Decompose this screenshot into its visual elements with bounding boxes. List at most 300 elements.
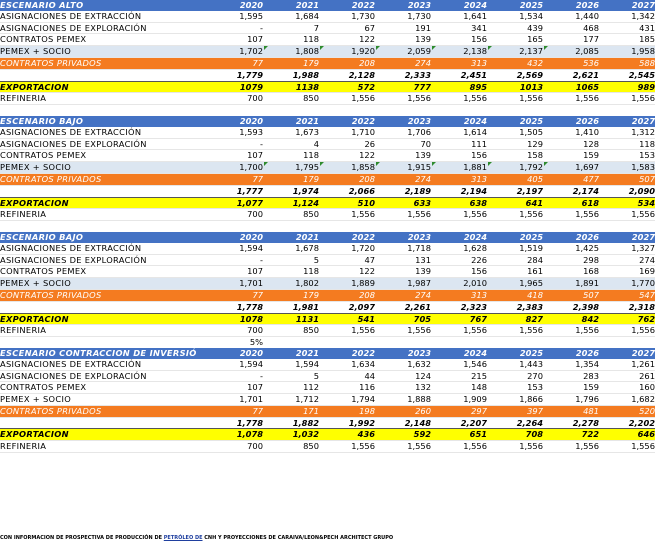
value-cell[interactable]: 481 — [543, 405, 599, 417]
value-cell[interactable]: 208 — [319, 289, 375, 301]
value-cell[interactable]: 156 — [431, 34, 487, 46]
row-label[interactable]: PEMEX + SOCIO — [0, 46, 207, 58]
scenario-title[interactable]: ESCENARIO ALTO — [0, 0, 207, 11]
value-cell[interactable]: 592 — [375, 429, 431, 441]
value-cell[interactable]: 2,197 — [487, 185, 543, 197]
value-cell[interactable]: 2,189 — [375, 185, 431, 197]
value-cell[interactable]: 850 — [263, 325, 319, 337]
value-cell[interactable]: 283 — [543, 370, 599, 382]
value-cell[interactable]: 1,261 — [599, 359, 655, 370]
value-cell[interactable]: 1,614 — [431, 127, 487, 138]
value-cell[interactable]: 1,915 — [375, 162, 431, 174]
value-cell[interactable]: 2,333 — [375, 69, 431, 81]
row-label[interactable]: REFINERIA — [0, 441, 207, 453]
value-cell[interactable]: 1,556 — [543, 93, 599, 105]
value-cell[interactable]: 118 — [263, 266, 319, 278]
value-cell[interactable]: - — [207, 370, 263, 382]
value-cell[interactable]: 1,701 — [207, 394, 263, 406]
value-cell[interactable]: 139 — [375, 266, 431, 278]
year-header[interactable]: 2021 — [263, 116, 319, 127]
value-cell[interactable]: 767 — [431, 313, 487, 325]
value-cell[interactable]: 1,594 — [263, 359, 319, 370]
year-header[interactable]: 2024 — [431, 232, 487, 243]
value-cell[interactable]: 1,796 — [543, 394, 599, 406]
value-cell[interactable]: 1,556 — [431, 209, 487, 221]
value-cell[interactable]: 122 — [319, 150, 375, 162]
year-header[interactable]: 2024 — [431, 0, 487, 11]
value-cell[interactable]: 298 — [543, 254, 599, 266]
value-cell[interactable]: 1,556 — [487, 93, 543, 105]
year-header[interactable]: 2025 — [487, 232, 543, 243]
value-cell[interactable]: 1,556 — [375, 93, 431, 105]
row-label[interactable] — [0, 185, 207, 197]
value-cell[interactable]: 1079 — [207, 81, 263, 93]
value-cell[interactable]: 274 — [375, 173, 431, 185]
value-cell[interactable]: 651 — [431, 429, 487, 441]
value-cell[interactable]: 122 — [319, 266, 375, 278]
value-cell[interactable]: 1,556 — [599, 93, 655, 105]
value-cell[interactable]: 1,556 — [319, 93, 375, 105]
value-cell[interactable]: 1,981 — [263, 301, 319, 313]
row-label[interactable]: CONTRATOS PRIVADOS — [0, 405, 207, 417]
value-cell[interactable]: - — [207, 254, 263, 266]
value-cell[interactable]: 2,097 — [319, 301, 375, 313]
year-header[interactable]: 2021 — [263, 348, 319, 359]
value-cell[interactable]: 132 — [375, 382, 431, 394]
value-cell[interactable]: 284 — [487, 254, 543, 266]
value-cell[interactable]: 1,032 — [263, 429, 319, 441]
value-cell[interactable]: 2,451 — [431, 69, 487, 81]
value-cell[interactable]: 1,888 — [375, 394, 431, 406]
value-cell[interactable]: 1,519 — [487, 243, 543, 254]
value-cell[interactable]: 700 — [207, 93, 263, 105]
value-cell[interactable]: 1,641 — [431, 11, 487, 22]
value-cell[interactable]: 1,770 — [599, 278, 655, 290]
value-cell[interactable]: 1,534 — [487, 11, 543, 22]
value-cell[interactable]: 153 — [487, 382, 543, 394]
value-cell[interactable]: - — [207, 22, 263, 34]
value-cell[interactable]: 708 — [487, 429, 543, 441]
value-cell[interactable]: 1,632 — [375, 359, 431, 370]
row-label[interactable]: CONTRATOS PRIVADOS — [0, 289, 207, 301]
value-cell[interactable]: 2,318 — [599, 301, 655, 313]
value-cell[interactable]: 1,594 — [207, 359, 263, 370]
value-cell[interactable]: 26 — [319, 138, 375, 150]
year-header[interactable]: 2022 — [319, 232, 375, 243]
value-cell[interactable]: 118 — [263, 34, 319, 46]
value-cell[interactable]: 47 — [319, 254, 375, 266]
value-cell[interactable]: 2,148 — [375, 417, 431, 429]
value-cell[interactable]: 1,712 — [263, 394, 319, 406]
value-cell[interactable]: 536 — [543, 57, 599, 69]
row-label[interactable]: CONTRATOS PRIVADOS — [0, 57, 207, 69]
value-cell[interactable]: 1,678 — [263, 243, 319, 254]
value-cell[interactable]: 185 — [599, 34, 655, 46]
value-cell[interactable]: 2,128 — [319, 69, 375, 81]
value-cell[interactable]: 2,202 — [599, 417, 655, 429]
year-header[interactable]: 2025 — [487, 116, 543, 127]
value-cell[interactable]: 107 — [207, 382, 263, 394]
scenario-title[interactable]: ESCENARIO CONTRACCION DE INVERSIÓ — [0, 348, 207, 359]
value-cell[interactable]: 274 — [599, 254, 655, 266]
value-cell[interactable]: 2,207 — [431, 417, 487, 429]
year-header[interactable]: 2020 — [207, 348, 263, 359]
value-cell[interactable]: 1,078 — [207, 429, 263, 441]
value-cell[interactable]: 1,546 — [431, 359, 487, 370]
value-cell[interactable]: 1,342 — [599, 11, 655, 22]
row-label[interactable]: REFINERIA — [0, 93, 207, 105]
row-label[interactable]: ASIGNACIONES DE EXTRACCIÓN — [0, 359, 207, 370]
value-cell[interactable]: 1,556 — [599, 209, 655, 221]
value-cell[interactable]: 128 — [543, 138, 599, 150]
value-cell[interactable]: 169 — [599, 266, 655, 278]
value-cell[interactable]: 1,556 — [319, 325, 375, 337]
row-label[interactable]: CONTRATOS PEMEX — [0, 34, 207, 46]
row-label[interactable]: ASIGNACIONES DE EXPLORACIÓN — [0, 138, 207, 150]
value-cell[interactable]: 107 — [207, 34, 263, 46]
value-cell[interactable]: 588 — [599, 57, 655, 69]
value-cell[interactable]: 1,697 — [543, 162, 599, 174]
year-header[interactable]: 2026 — [543, 232, 599, 243]
value-cell[interactable]: 70 — [375, 138, 431, 150]
row-label[interactable]: ASIGNACIONES DE EXPLORACIÓN — [0, 370, 207, 382]
value-cell[interactable]: 1,583 — [599, 162, 655, 174]
value-cell[interactable]: 4 — [263, 138, 319, 150]
value-cell[interactable]: 118 — [263, 150, 319, 162]
year-header[interactable]: 2022 — [319, 116, 375, 127]
value-cell[interactable]: 850 — [263, 209, 319, 221]
value-cell[interactable]: 107 — [207, 150, 263, 162]
value-cell[interactable]: 156 — [431, 266, 487, 278]
value-cell[interactable]: 405 — [487, 173, 543, 185]
value-cell[interactable]: 1,556 — [487, 441, 543, 453]
value-cell[interactable]: 2,137 — [487, 46, 543, 58]
value-cell[interactable]: 850 — [263, 441, 319, 453]
value-cell[interactable]: 1,628 — [431, 243, 487, 254]
value-cell[interactable]: 1,556 — [375, 209, 431, 221]
value-cell[interactable]: 1,673 — [263, 127, 319, 138]
value-cell[interactable]: 618 — [543, 197, 599, 209]
value-cell[interactable]: 418 — [487, 289, 543, 301]
year-header[interactable]: 2021 — [263, 232, 319, 243]
row-label[interactable] — [0, 417, 207, 429]
row-label[interactable]: ASIGNACIONES DE EXTRACCIÓN — [0, 127, 207, 138]
value-cell[interactable]: 179 — [263, 173, 319, 185]
value-cell[interactable]: 44 — [319, 370, 375, 382]
value-cell[interactable]: 1,987 — [375, 278, 431, 290]
year-header[interactable]: 2024 — [431, 348, 487, 359]
value-cell[interactable]: 547 — [599, 289, 655, 301]
year-header[interactable]: 2024 — [431, 116, 487, 127]
value-cell[interactable]: 572 — [319, 81, 375, 93]
row-label[interactable]: REFINERIA — [0, 325, 207, 337]
value-cell[interactable]: 1,556 — [431, 93, 487, 105]
year-header[interactable]: 2020 — [207, 116, 263, 127]
value-cell[interactable]: 2,010 — [431, 278, 487, 290]
value-cell[interactable]: 1,802 — [263, 278, 319, 290]
year-header[interactable]: 2026 — [543, 348, 599, 359]
value-cell[interactable]: 1,443 — [487, 359, 543, 370]
value-cell[interactable]: 1,327 — [599, 243, 655, 254]
value-cell[interactable]: 139 — [375, 34, 431, 46]
value-cell[interactable]: 1,556 — [375, 325, 431, 337]
row-label[interactable]: CONTRATOS PEMEX — [0, 266, 207, 278]
value-cell[interactable]: 638 — [431, 197, 487, 209]
value-cell[interactable]: 1,354 — [543, 359, 599, 370]
value-cell[interactable]: 1,556 — [319, 441, 375, 453]
year-header[interactable]: 2023 — [375, 232, 431, 243]
value-cell[interactable]: 1,891 — [543, 278, 599, 290]
value-cell[interactable]: 77 — [207, 173, 263, 185]
value-cell[interactable]: 1,778 — [207, 417, 263, 429]
value-cell[interactable]: 198 — [319, 405, 375, 417]
value-cell[interactable]: 1,882 — [263, 417, 319, 429]
value-cell[interactable]: 116 — [319, 382, 375, 394]
scenario-title[interactable]: ESCENARIO BAJO — [0, 116, 207, 127]
value-cell[interactable]: 1,556 — [543, 209, 599, 221]
value-cell[interactable]: 274 — [375, 289, 431, 301]
value-cell[interactable]: 989 — [599, 81, 655, 93]
value-cell[interactable]: 297 — [431, 405, 487, 417]
value-cell[interactable]: 397 — [487, 405, 543, 417]
value-cell[interactable]: 159 — [543, 382, 599, 394]
row-label[interactable]: EXPORTACION — [0, 429, 207, 441]
value-cell[interactable]: 313 — [431, 57, 487, 69]
value-cell[interactable]: 1,792 — [487, 162, 543, 174]
value-cell[interactable]: 1131 — [263, 313, 319, 325]
row-label[interactable]: ASIGNACIONES DE EXTRACCIÓN — [0, 243, 207, 254]
value-cell[interactable]: 1,794 — [319, 394, 375, 406]
value-cell[interactable]: 107 — [207, 266, 263, 278]
value-cell[interactable]: 1,920 — [319, 46, 375, 58]
row-label[interactable]: REFINERIA — [0, 209, 207, 221]
value-cell[interactable]: 1,556 — [543, 441, 599, 453]
value-cell[interactable]: 1,730 — [319, 11, 375, 22]
value-cell[interactable]: 191 — [375, 22, 431, 34]
value-cell[interactable]: 507 — [599, 173, 655, 185]
value-cell[interactable]: 1,974 — [263, 185, 319, 197]
value-cell[interactable]: 171 — [263, 405, 319, 417]
value-cell[interactable]: 165 — [487, 34, 543, 46]
value-cell[interactable]: 1,682 — [599, 394, 655, 406]
value-cell[interactable]: 895 — [431, 81, 487, 93]
value-cell[interactable]: 1,718 — [375, 243, 431, 254]
value-cell[interactable]: 1,706 — [375, 127, 431, 138]
value-cell[interactable]: 341 — [431, 22, 487, 34]
row-label[interactable]: EXPORTACION — [0, 197, 207, 209]
value-cell[interactable]: 1,410 — [543, 127, 599, 138]
year-header[interactable]: 2027 — [599, 0, 655, 11]
value-cell[interactable]: 842 — [543, 313, 599, 325]
value-cell[interactable]: 1,730 — [375, 11, 431, 22]
value-cell[interactable]: 1,595 — [207, 11, 263, 22]
value-cell[interactable]: 520 — [599, 405, 655, 417]
value-cell[interactable]: 112 — [263, 382, 319, 394]
value-cell[interactable]: 129 — [487, 138, 543, 150]
row-label[interactable]: CONTRATOS PEMEX — [0, 382, 207, 394]
value-cell[interactable]: 1,556 — [431, 325, 487, 337]
value-cell[interactable]: 313 — [431, 289, 487, 301]
value-cell[interactable]: 1,866 — [487, 394, 543, 406]
value-cell[interactable]: 153 — [599, 150, 655, 162]
value-cell[interactable]: 1,710 — [319, 127, 375, 138]
value-cell[interactable]: 1,720 — [319, 243, 375, 254]
value-cell[interactable]: 77 — [207, 289, 263, 301]
value-cell[interactable]: 1,958 — [599, 46, 655, 58]
value-cell[interactable]: 1,777 — [207, 185, 263, 197]
value-cell[interactable]: 1,124 — [263, 197, 319, 209]
year-header[interactable]: 2022 — [319, 348, 375, 359]
value-cell[interactable]: 215 — [431, 370, 487, 382]
value-cell[interactable]: 261 — [599, 370, 655, 382]
value-cell[interactable]: 226 — [431, 254, 487, 266]
value-cell[interactable]: 139 — [375, 150, 431, 162]
value-cell[interactable]: 148 — [431, 382, 487, 394]
value-cell[interactable]: 7 — [263, 22, 319, 34]
value-cell[interactable]: 1,702 — [207, 46, 263, 58]
value-cell[interactable]: 270 — [487, 370, 543, 382]
value-cell[interactable]: 1065 — [543, 81, 599, 93]
value-cell[interactable]: 160 — [599, 382, 655, 394]
value-cell[interactable]: 431 — [599, 22, 655, 34]
value-cell[interactable]: 1,593 — [207, 127, 263, 138]
year-header[interactable]: 2020 — [207, 232, 263, 243]
value-cell[interactable]: 2,545 — [599, 69, 655, 81]
row-label[interactable]: CONTRATOS PRIVADOS — [0, 173, 207, 185]
value-cell[interactable]: 5 — [263, 254, 319, 266]
value-cell[interactable]: 67 — [319, 22, 375, 34]
value-cell[interactable]: 827 — [487, 313, 543, 325]
value-cell[interactable]: 77 — [207, 405, 263, 417]
value-cell[interactable]: 1,684 — [263, 11, 319, 22]
year-header[interactable]: 2026 — [543, 0, 599, 11]
value-cell[interactable]: 507 — [543, 289, 599, 301]
value-cell[interactable]: 77 — [207, 57, 263, 69]
year-header[interactable]: 2023 — [375, 348, 431, 359]
value-cell[interactable]: 313 — [431, 173, 487, 185]
value-cell[interactable]: 1,440 — [543, 11, 599, 22]
value-cell[interactable]: 161 — [487, 266, 543, 278]
value-cell[interactable]: 2,085 — [543, 46, 599, 58]
year-header[interactable]: 2025 — [487, 348, 543, 359]
value-cell[interactable]: 1,909 — [431, 394, 487, 406]
value-cell[interactable]: 2,569 — [487, 69, 543, 81]
year-header[interactable]: 2023 — [375, 116, 431, 127]
value-cell[interactable]: 5 — [263, 370, 319, 382]
value-cell[interactable]: 179 — [263, 289, 319, 301]
value-cell[interactable]: 2,174 — [543, 185, 599, 197]
year-header[interactable]: 2022 — [319, 0, 375, 11]
value-cell[interactable]: 2,261 — [375, 301, 431, 313]
value-cell[interactable]: 1,700 — [207, 162, 263, 174]
value-cell[interactable]: 1,594 — [207, 243, 263, 254]
value-cell[interactable]: 1,858 — [319, 162, 375, 174]
value-cell[interactable]: 2,398 — [543, 301, 599, 313]
scenario-title[interactable]: ESCENARIO BAJO — [0, 232, 207, 243]
value-cell[interactable]: 260 — [375, 405, 431, 417]
value-cell[interactable]: 2,383 — [487, 301, 543, 313]
value-cell[interactable]: 2,278 — [543, 417, 599, 429]
value-cell[interactable]: 1,889 — [319, 278, 375, 290]
value-cell[interactable]: 2,066 — [319, 185, 375, 197]
value-cell[interactable]: 1,556 — [599, 441, 655, 453]
value-cell[interactable]: 122 — [319, 34, 375, 46]
row-label[interactable]: ASIGNACIONES DE EXTRACCIÓN — [0, 11, 207, 22]
value-cell[interactable]: 2,621 — [543, 69, 599, 81]
value-cell[interactable]: 1,556 — [543, 325, 599, 337]
value-cell[interactable]: 477 — [543, 173, 599, 185]
year-header[interactable]: 2021 — [263, 0, 319, 11]
value-cell[interactable]: 2,194 — [431, 185, 487, 197]
value-cell[interactable]: 1,556 — [375, 441, 431, 453]
row-label[interactable] — [0, 69, 207, 81]
row-label[interactable]: ASIGNACIONES DE EXPLORACIÓN — [0, 254, 207, 266]
value-cell[interactable]: 2,138 — [431, 46, 487, 58]
value-cell[interactable]: 1,634 — [319, 359, 375, 370]
value-cell[interactable]: 1,077 — [207, 197, 263, 209]
value-cell[interactable]: 2,264 — [487, 417, 543, 429]
value-cell[interactable]: 1,556 — [319, 209, 375, 221]
value-cell[interactable]: 1,795 — [263, 162, 319, 174]
row-label[interactable]: ASIGNACIONES DE EXPLORACIÓN — [0, 22, 207, 34]
value-cell[interactable]: 722 — [543, 429, 599, 441]
value-cell[interactable]: 118 — [599, 138, 655, 150]
value-cell[interactable]: 1,881 — [431, 162, 487, 174]
value-cell[interactable]: 1,556 — [487, 325, 543, 337]
value-cell[interactable]: 1013 — [487, 81, 543, 93]
value-cell[interactable]: 541 — [319, 313, 375, 325]
value-cell[interactable]: 1,701 — [207, 278, 263, 290]
value-cell[interactable]: 156 — [431, 150, 487, 162]
value-cell[interactable]: 1,556 — [487, 209, 543, 221]
year-header[interactable]: 2027 — [599, 232, 655, 243]
row-label[interactable]: PEMEX + SOCIO — [0, 278, 207, 290]
value-cell[interactable]: 1,556 — [431, 441, 487, 453]
year-header[interactable]: 2027 — [599, 348, 655, 359]
value-cell[interactable]: 1,779 — [207, 69, 263, 81]
value-cell[interactable]: 2,090 — [599, 185, 655, 197]
value-cell[interactable]: 777 — [375, 81, 431, 93]
value-cell[interactable]: 274 — [375, 57, 431, 69]
year-header[interactable]: 2026 — [543, 116, 599, 127]
value-cell[interactable]: 700 — [207, 209, 263, 221]
value-cell[interactable]: 432 — [487, 57, 543, 69]
value-cell[interactable]: 1,965 — [487, 278, 543, 290]
value-cell[interactable]: 534 — [599, 197, 655, 209]
year-header[interactable]: 2023 — [375, 0, 431, 11]
row-label[interactable] — [0, 301, 207, 313]
value-cell[interactable]: 633 — [375, 197, 431, 209]
row-label[interactable]: EXPORTACION — [0, 81, 207, 93]
value-cell[interactable]: 436 — [319, 429, 375, 441]
value-cell[interactable]: 468 — [543, 22, 599, 34]
year-header[interactable]: 2027 — [599, 116, 655, 127]
value-cell[interactable]: 124 — [375, 370, 431, 382]
value-cell[interactable]: 700 — [207, 325, 263, 337]
row-label[interactable]: PEMEX + SOCIO — [0, 394, 207, 406]
value-cell[interactable]: 159 — [543, 150, 599, 162]
value-cell[interactable]: 1,556 — [599, 325, 655, 337]
value-cell[interactable]: 1,312 — [599, 127, 655, 138]
value-cell[interactable]: - — [207, 138, 263, 150]
year-header[interactable]: 2025 — [487, 0, 543, 11]
value-cell[interactable]: 1,988 — [263, 69, 319, 81]
value-cell[interactable]: 700 — [207, 441, 263, 453]
row-label[interactable]: PEMEX + SOCIO — [0, 162, 207, 174]
value-cell[interactable]: 850 — [263, 93, 319, 105]
value-cell[interactable]: 208 — [319, 173, 375, 185]
year-header[interactable]: 2020 — [207, 0, 263, 11]
